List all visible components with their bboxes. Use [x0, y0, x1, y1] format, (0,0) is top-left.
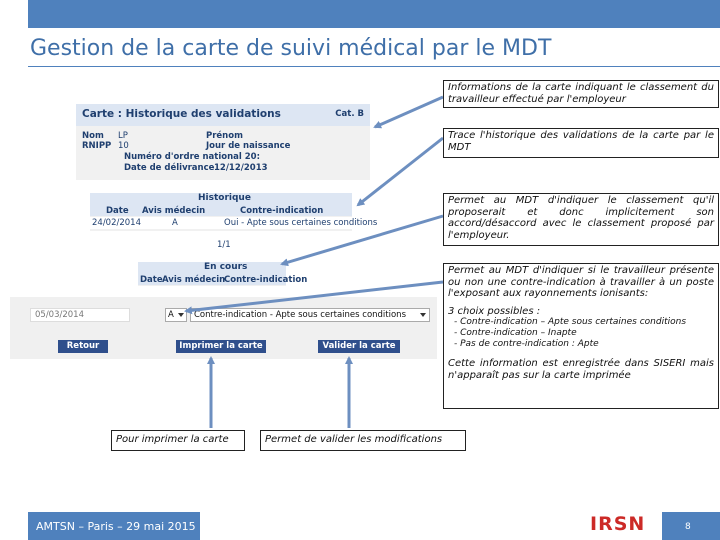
- callout-imprimer: [111, 430, 245, 451]
- history-panel: [90, 193, 378, 231]
- current-col-date: Date: [140, 275, 163, 285]
- callout-ci-choices-title: 3 choix possibles :: [448, 305, 541, 317]
- current-col-contre: Contre-indication: [224, 275, 308, 285]
- rnipp-label: RNIPP: [82, 141, 112, 151]
- title-divider: [28, 66, 720, 67]
- contre-indication-select[interactable]: [190, 308, 430, 322]
- callout-classement-text: Informations de la carte indiquant le classement du travailleur effectué par l'employeur: [448, 82, 714, 105]
- current-title: En cours: [204, 262, 248, 272]
- irsn-logo: IRSN: [590, 513, 646, 535]
- history-col-avis: Avis médecin: [142, 206, 206, 216]
- callout-historique-text: Trace l'historique des validations de la carte par le MDT: [448, 130, 714, 153]
- card-title: Carte : Historique des validations: [82, 108, 281, 120]
- card-header: [76, 104, 370, 126]
- form-panel: [10, 297, 437, 359]
- date-input[interactable]: [30, 308, 130, 322]
- callout-valider: [260, 430, 466, 451]
- callout-ci-note: Cette information est enregistrée dans SISERI mais n'apparaît pas sur la carte imprimée: [448, 358, 714, 381]
- date-input-value: 05/03/2014: [35, 310, 84, 320]
- footer-text: AMTSN – Paris – 29 mai 2015: [36, 520, 196, 533]
- history-title: Historique: [198, 193, 251, 203]
- history-row-contre: Oui - Apte sous certaines conditions: [224, 218, 378, 228]
- delivrance-value: 12/12/2013: [214, 163, 268, 173]
- imprimer-button[interactable]: Imprimer la carte: [176, 340, 266, 353]
- avis-select[interactable]: [165, 308, 187, 322]
- page-number: 8: [685, 522, 691, 532]
- callout-imprimer-text: Pour imprimer la carte: [116, 434, 229, 445]
- callout-historique: [443, 128, 719, 158]
- card-panel: [76, 104, 370, 180]
- history-col-contre: Contre-indication: [240, 206, 324, 216]
- history-header: [90, 193, 352, 205]
- callout-ci-choices: [454, 317, 714, 350]
- page-number-bar: [662, 512, 720, 540]
- slide-title: Gestion de la carte de suivi médical par le MDT: [30, 36, 552, 61]
- chevron-down-icon: [178, 313, 184, 317]
- chevron-down-icon: [420, 313, 426, 317]
- nom-value: LP: [118, 131, 128, 141]
- history-pagination: 1/1: [217, 240, 231, 250]
- numero-label: Numéro d'ordre national 20:: [124, 152, 260, 162]
- history-col-date: Date: [106, 206, 129, 216]
- callout-avis-text: Permet au MDT d'indiquer le classement qu'il proposerait et donc implicitement son accord/désaccord avec le classement proposé par l'employeur.: [448, 195, 714, 241]
- history-row[interactable]: [90, 217, 378, 229]
- history-row-date: 24/02/2014: [92, 218, 141, 228]
- callout-ci-intro: Permet au MDT d'indiquer si le travailleur présente ou non une contre-indication à travailler à un poste l'exposant aux rayonnements ionisants:: [448, 265, 714, 299]
- history-row-avis: A: [172, 218, 178, 228]
- retour-button[interactable]: Retour: [58, 340, 108, 353]
- contre-indication-select-value: Contre-indication - Apte sous certaines conditions: [194, 310, 406, 320]
- delivrance-label: Date de délivrance: [124, 163, 215, 173]
- history-columns: [90, 205, 352, 216]
- avis-select-value: A: [168, 310, 174, 320]
- current-col-avis: Avis médecin: [162, 275, 226, 285]
- callout-ci-choice: - Contre-indication – Inapte: [454, 328, 577, 338]
- callout-classement: [443, 80, 719, 108]
- callout-avis: [443, 193, 719, 246]
- nom-label: Nom: [82, 131, 104, 141]
- callout-ci-choice: - Contre-indication – Apte sous certaines conditions: [454, 317, 687, 327]
- current-columns: [138, 274, 308, 285]
- header-bar: [28, 0, 720, 28]
- callout-contre-indication: [443, 263, 719, 409]
- rnipp-value: 10: [118, 141, 129, 151]
- current-panel: [138, 262, 308, 286]
- valider-button[interactable]: Valider la carte: [318, 340, 400, 353]
- callout-valider-text: Permet de valider les modifications: [265, 434, 443, 445]
- naissance-label: Jour de naissance: [206, 141, 291, 151]
- card-category: Cat. B: [335, 109, 364, 119]
- prenom-label: Prénom: [206, 131, 243, 141]
- callout-ci-choice: - Pas de contre-indication : Apte: [454, 339, 599, 349]
- current-header: [138, 262, 286, 274]
